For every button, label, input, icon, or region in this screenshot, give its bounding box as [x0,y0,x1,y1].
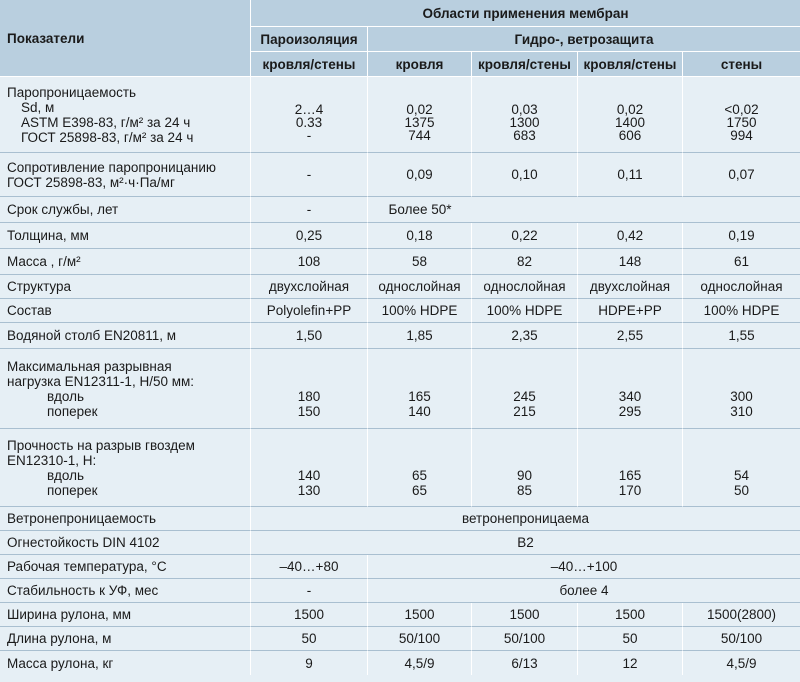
cell: 1500 [578,603,683,627]
subheader-col3: кровля/стены [472,52,578,77]
cell: 58 [368,249,472,275]
cell: 0,02 1375 744 [368,77,472,153]
cell: 2…4 0.33 - [251,77,368,153]
vapor-barrier-header: Пароизоляция [251,27,368,52]
cell: 0,09 [368,153,472,197]
cell: 1,85 [368,323,472,349]
cell: –40…+80 [251,555,368,579]
row-label: Состав [0,299,251,323]
cell: 12 [578,651,683,675]
row-roll-width [0,603,800,627]
row-label: Прочность на разрыв гвоздем EN12310-1, Н: вдоль поперек [0,429,251,507]
row-nail-tear [0,429,800,507]
cell: 100% HDPE [368,299,472,323]
indicators-header: Показатели [0,0,251,77]
cell: 2,55 [578,323,683,349]
cell: 340 295 [578,349,683,429]
cell: однослойная [472,275,578,299]
cell: 50 [578,627,683,651]
cell: 54 50 [683,429,800,507]
cell: 100% HDPE [472,299,578,323]
cell: 0,19 [683,223,800,249]
cell: 108 [251,249,368,275]
cell: 140 130 [251,429,368,507]
cell: 0,42 [578,223,683,249]
hydro-wind-header: Гидро-, ветрозащита [368,27,800,52]
cell: 50/100 [472,627,578,651]
cell: Более 50* [368,197,472,223]
cell: 1500 [368,603,472,627]
cell: B2 [251,531,800,555]
row-wind-tightness [0,507,800,531]
cell: 0,03 1300 683 [472,77,578,153]
cell: однослойная [368,275,472,299]
row-uv-stability [0,579,800,603]
row-operating-temperature [0,555,800,579]
cell: 0,10 [472,153,578,197]
cell: 100% HDPE [683,299,800,323]
cell: HDPE+PP [578,299,683,323]
cell [472,197,578,223]
cell: 0,11 [578,153,683,197]
subheader-col2: кровля [368,52,472,77]
row-label: Сопротивление паропроницанию ГОСТ 25898-83, м²·ч·Па/мг [0,153,251,197]
row-mass [0,249,800,275]
row-label: Огнестойкость DIN 4102 [0,531,251,555]
cell: 0,25 [251,223,368,249]
row-vapor-permeability [0,77,800,153]
cell: 1500(2800) [683,603,800,627]
row-label: Рабочая температура, °С [0,555,251,579]
cell: –40…+100 [368,555,800,579]
row-label: Паропроницаемость Sd, м ASTM E398-83, г/м² за 24 ч ГОСТ 25898-83, г/м² за 24 ч [0,77,251,153]
cell: 165 140 [368,349,472,429]
cell: Polyolefin+PP [251,299,368,323]
cell: 6/13 [472,651,578,675]
cell: 50/100 [368,627,472,651]
cell: 1500 [251,603,368,627]
cell: двухслойная [251,275,368,299]
cell: более 4 [368,579,800,603]
cell: 4,5/9 [368,651,472,675]
cell: однослойная [683,275,800,299]
cell: 65 65 [368,429,472,507]
row-label: Стабильность к УФ, мес [0,579,251,603]
cell: - [251,153,368,197]
cell: 1,50 [251,323,368,349]
cell: 50/100 [683,627,800,651]
row-label: Длина рулона, м [0,627,251,651]
cell: 61 [683,249,800,275]
cell: 82 [472,249,578,275]
row-roll-length [0,627,800,651]
cell: 50 [251,627,368,651]
row-water-column [0,323,800,349]
row-label: Водяной столб EN20811, м [0,323,251,349]
cell: 4,5/9 [726,655,757,671]
row-label: Масса рулона, кг [0,651,251,675]
cell: 2,35 [472,323,578,349]
row-roll-mass [0,651,800,675]
row-vapor-resistance [0,153,800,197]
cell: 0,18 [368,223,472,249]
cell: 0,22 [472,223,578,249]
cell: 180 150 [251,349,368,429]
row-thickness [0,223,800,249]
cell: 0,02 1400 606 [578,77,683,153]
subheader-col4: кровля/стены [578,52,683,77]
subheader-col1: кровля/стены [251,52,368,77]
row-fire-resistance [0,531,800,555]
cell: 1500 [472,603,578,627]
subheader-col5: стены [683,52,800,77]
row-label: Ветронепроницаемость [0,507,251,531]
cell: - [251,197,368,223]
row-label: Масса , г/м² [0,249,251,275]
cell: ветронепроницаема [251,507,800,531]
row-tensile-load [0,349,800,429]
cell: 245 215 [472,349,578,429]
row-label: Структура [0,275,251,299]
cell: двухслойная [578,275,683,299]
cell: 9 [251,651,368,675]
cell: <0,02 1750 994 [683,77,800,153]
cell: 90 85 [472,429,578,507]
cell: 1,55 [683,323,800,349]
row-structure [0,275,800,299]
application-areas-header: Области применения мембран [251,0,800,27]
row-service-life [0,197,800,223]
row-label: Срок службы, лет [0,197,251,223]
cell: 0,07 [683,153,800,197]
cell: 148 [578,249,683,275]
row-label: Толщина, мм [0,223,251,249]
cell: 165 170 [578,429,683,507]
cell [683,197,800,223]
cell [578,197,683,223]
row-label: Ширина рулона, мм [0,603,251,627]
row-label: Максимальная разрывная нагрузка EN12311-1, Н/50 мм: вдоль поперек [0,349,251,429]
cell: 300 310 [683,349,800,429]
cell: - [251,579,368,603]
row-composition [0,299,800,323]
